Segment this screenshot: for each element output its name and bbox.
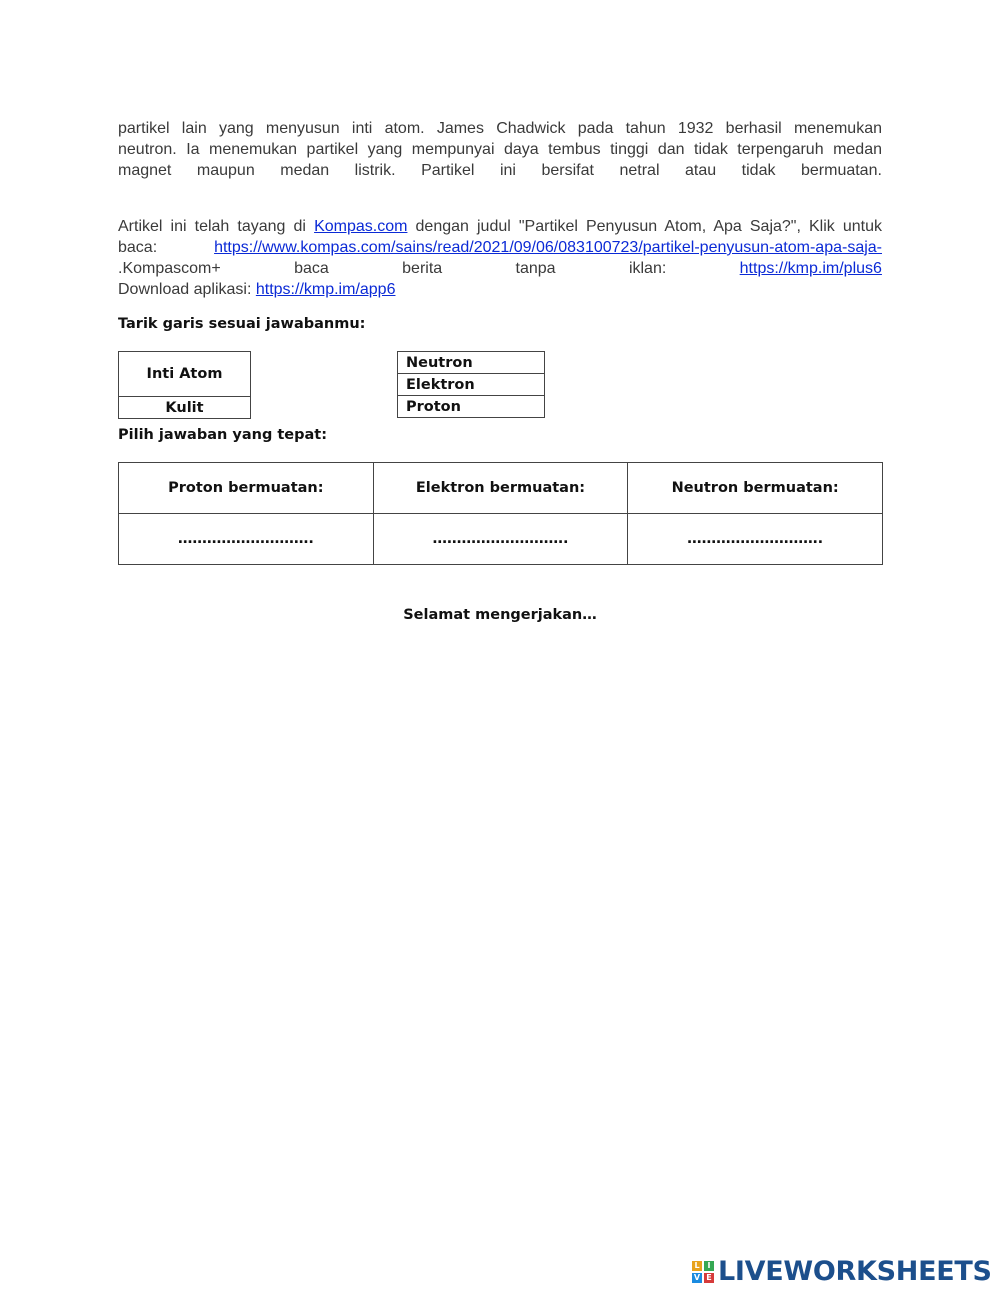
source-word: .Kompascom+: [118, 260, 221, 277]
plus-link[interactable]: https://kmp.im/plus6: [739, 260, 882, 277]
article-link[interactable]: https://www.kompas.com/sains/read/2021/09/06/083100723/partikel-penyusun-atom-apa-saja-: [214, 239, 882, 256]
logo-mark-letter: V: [693, 1272, 701, 1282]
answer-blank-elektron[interactable]: ……………………….: [373, 514, 628, 565]
download-label: Download aplikasi:: [118, 281, 256, 298]
match-left-table: [118, 351, 251, 419]
match-right-cell[interactable]: Elektron: [398, 374, 545, 396]
match-right-table: [397, 351, 545, 418]
baca-label: baca:: [118, 239, 215, 256]
intro-word: Partikel: [421, 162, 475, 179]
intro-word: ini: [499, 162, 516, 179]
source-line-4: [118, 279, 882, 300]
logo-mark-letter: I: [704, 1261, 714, 1271]
intro-line: neutron. Ia menemukan partikel yang mempunyai daya tembus tinggi dan tidak terpengaruh medan: [118, 141, 882, 158]
source-word: berita: [402, 260, 443, 277]
source-line-1: [118, 216, 882, 237]
intro-word: medan: [280, 162, 330, 179]
answer-header: Proton bermuatan:: [119, 463, 374, 514]
intro-line: partikel lain yang menyusun inti atom. James Chadwick pada tahun 1932 berhasil menemukan: [118, 120, 882, 137]
logo-mark-icon: [692, 1261, 714, 1283]
match-left-cell[interactable]: Inti Atom: [119, 352, 251, 397]
liveworksheets-logo: [692, 1256, 992, 1287]
answer-table: [118, 462, 883, 565]
logo-text: LIVEWORKSHEETS: [718, 1256, 992, 1287]
match-heading: Tarik garis sesuai jawabanmu:: [118, 316, 366, 332]
answer-blank-proton[interactable]: ……………………….: [119, 514, 374, 565]
intro-paragraph: [118, 118, 882, 181]
app-link[interactable]: https://kmp.im/app6: [255, 281, 396, 298]
answer-header: Elektron bermuatan:: [373, 463, 628, 514]
intro-word: tidak: [741, 162, 776, 179]
source-middle: dengan judul "Partikel Penyusun Atom, Apa Saja?", Klik untuk: [407, 218, 883, 235]
source-line-2: [118, 237, 882, 258]
match-right-cell[interactable]: Proton: [398, 396, 545, 418]
intro-word: netral: [619, 162, 660, 179]
source-prefix: Artikel ini telah tayang di: [118, 218, 315, 235]
intro-line-3: [118, 160, 882, 181]
source-line-3: [118, 258, 882, 279]
intro-word: bermuatan.: [800, 162, 882, 179]
logo-mark-letter: E: [704, 1273, 714, 1283]
source-word: tanpa: [515, 260, 556, 277]
answer-blank-neutron[interactable]: ……………………….: [628, 514, 883, 565]
logo-mark-letter: L: [692, 1261, 702, 1271]
match-right-cell[interactable]: Neutron: [398, 352, 545, 374]
intro-word: atau: [685, 162, 717, 179]
closing-text: Selamat mengerjakan…: [403, 607, 597, 623]
intro-word: bersifat: [541, 162, 594, 179]
choice-heading: Pilih jawaban yang tepat:: [118, 427, 328, 443]
source-word: iklan:: [628, 260, 667, 277]
kompas-link[interactable]: Kompas.com: [314, 218, 408, 235]
source-paragraph: [118, 216, 882, 300]
answer-header: Neutron bermuatan:: [628, 463, 883, 514]
intro-word: listrik.: [354, 162, 396, 179]
match-left-cell[interactable]: Kulit: [119, 397, 251, 419]
intro-word: magnet: [118, 162, 172, 179]
intro-word: maupun: [196, 162, 255, 179]
source-word: baca: [294, 260, 329, 277]
